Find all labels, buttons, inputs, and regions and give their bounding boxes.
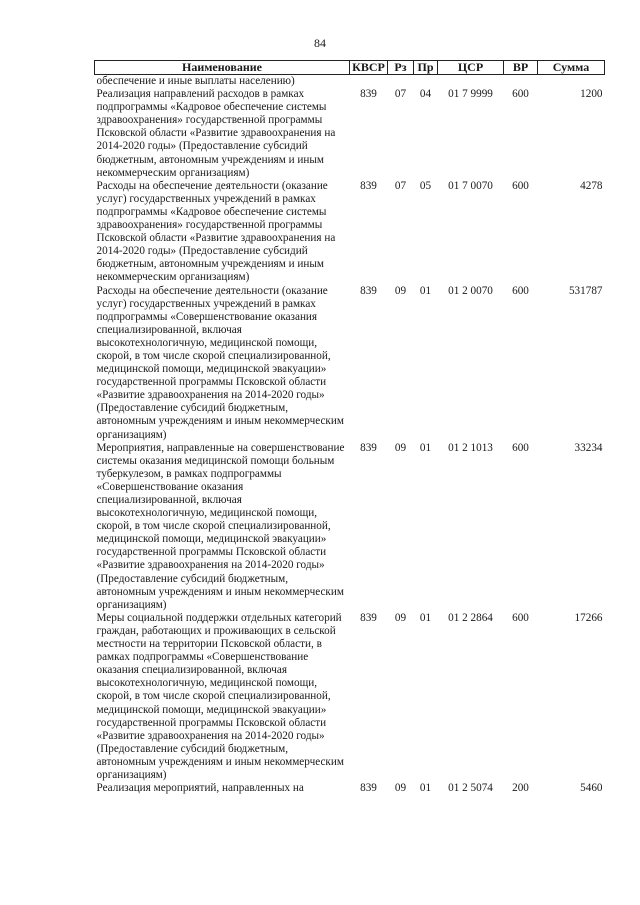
row-kvsr: 839 bbox=[360, 611, 377, 624]
table-row bbox=[95, 612, 605, 782]
row-vr: 600 bbox=[512, 88, 529, 101]
header-name: Наименование bbox=[95, 61, 350, 75]
row-csr: 01 7 9999 bbox=[448, 88, 493, 101]
table-row bbox=[95, 180, 605, 285]
row-name: Мероприятия, направленные на совершенствование системы оказания медицинской помощи больным туберкулезом, в рамках подпрограммы «Совершенствование оказания специализированной, включая высокотехнологичную, медицинской помощи, скорой, в том числе скорой специализированной, медицинской помощи, медицинской эвакуации» государственной программы Псковской области «Развитие здравоохранения на 2014-2020 годы» (Предоставление субсидий бюджетным, автономным учреждениям и иным некоммерческим организациям) bbox=[96, 441, 345, 611]
row-name: Реализация направлений расходов в рамках подпрограммы «Кадровое обеспечение системы здравоохранения» государственной программы Псковской области «Развитие здравоохранения на 2014-2020 годы» (Предоставление субсидий бюджетным, автономным учреждениям и иным некоммерческим организациям) bbox=[96, 88, 336, 179]
row-pr: 01 bbox=[419, 441, 432, 454]
row-pr bbox=[414, 75, 438, 89]
row-vr: 200 bbox=[512, 782, 529, 795]
row-kvsr: 839 bbox=[360, 179, 377, 192]
header-vr: ВР bbox=[504, 61, 538, 75]
row-name: Реализация мероприятий, направленных на bbox=[96, 782, 304, 795]
row-kvsr: 839 bbox=[360, 441, 377, 454]
row-kvsr: 839 bbox=[360, 782, 377, 795]
row-csr: 01 7 0070 bbox=[448, 179, 493, 192]
header-sum: Сумма bbox=[538, 61, 605, 75]
table-row bbox=[95, 88, 605, 180]
row-name: Расходы на обеспечение деятельности (оказание услуг) государственных учреждений в рамках подпрограммы «Совершенствование оказания специализированной, включая высокотехнологичную, медицинской помощи, скорой, в том числе скорой специализированной, медицинской помощи, медицинской эвакуации» государственной программы Псковской области «Развитие здравоохранения на 2014-2020 годы» (Предоставление субсидий бюджетным, автономным учреждениям и иным некоммерческим организациям) bbox=[96, 284, 344, 441]
row-vr: 600 bbox=[512, 179, 529, 192]
row-vr: 600 bbox=[512, 441, 529, 454]
header-kvsr: КВСР bbox=[350, 61, 388, 75]
row-rz: 09 bbox=[394, 284, 407, 297]
table-row bbox=[95, 442, 605, 612]
table-row bbox=[95, 75, 605, 89]
header-rz: Рз bbox=[388, 61, 414, 75]
row-name: Меры социальной поддержки отдельных категорий граждан, работающих и проживающих в сельской местности на территории Псковской области, в рамках подпрограммы «Совершенствование оказания специализированной, включая высокотехнологичную, медицинской помощи, скорой, в том числе скорой специализированной, медицинской помощи, медицинской эвакуации» государственной программы Псковской области «Развитие здравоохранения на 2014-2020 годы» (Предоставление субсидий бюджетным, автономным учреждениям и иным некоммерческим организациям) bbox=[96, 611, 344, 781]
page-number: 84 bbox=[314, 36, 326, 50]
table-row bbox=[95, 285, 605, 442]
row-sum: 5460 bbox=[580, 782, 603, 795]
row-pr: 01 bbox=[419, 611, 432, 624]
row-sum: 17266 bbox=[574, 611, 603, 624]
budget-table bbox=[94, 60, 605, 795]
row-csr: 01 2 1013 bbox=[448, 441, 493, 454]
row-csr bbox=[438, 75, 504, 89]
row-pr: 04 bbox=[419, 88, 432, 101]
row-kvsr: 839 bbox=[360, 88, 377, 101]
row-pr: 01 bbox=[419, 284, 432, 297]
row-sum: 1200 bbox=[580, 88, 603, 101]
row-kvsr bbox=[350, 75, 388, 89]
row-vr: 600 bbox=[512, 611, 529, 624]
row-sum: 4278 bbox=[580, 179, 603, 192]
row-name: обеспечение и иные выплаты населению) bbox=[96, 75, 295, 87]
table-header-row bbox=[95, 61, 605, 75]
table-row bbox=[95, 782, 605, 795]
row-rz: 07 bbox=[394, 88, 407, 101]
budget-table-wrapper bbox=[94, 60, 604, 795]
row-pr: 01 bbox=[419, 782, 432, 795]
row-rz: 09 bbox=[394, 441, 407, 454]
row-name: Расходы на обеспечение деятельности (оказание услуг) государственных учреждений в рамках подпрограммы «Кадровое обеспечение системы здравоохранения» государственной программы Псковской области «Развитие здравоохранения на 2014-2020 годы» (Предоставление субсидий бюджетным, автономным учреждениям и иным некоммерческим организациям) bbox=[96, 179, 336, 284]
row-rz: 09 bbox=[394, 611, 407, 624]
row-csr: 01 2 5074 bbox=[448, 782, 493, 795]
row-rz bbox=[388, 75, 414, 89]
row-rz: 09 bbox=[394, 782, 407, 795]
row-csr: 01 2 0070 bbox=[448, 284, 493, 297]
row-sum: 531787 bbox=[568, 284, 603, 297]
row-rz: 07 bbox=[394, 179, 407, 192]
header-pr: Пр bbox=[414, 61, 438, 75]
row-pr: 05 bbox=[419, 179, 432, 192]
row-csr: 01 2 2864 bbox=[448, 611, 493, 624]
row-kvsr: 839 bbox=[360, 284, 377, 297]
row-vr bbox=[504, 75, 538, 89]
header-csr: ЦСР bbox=[438, 61, 504, 75]
row-sum bbox=[538, 75, 605, 89]
row-vr: 600 bbox=[512, 284, 529, 297]
row-sum: 33234 bbox=[574, 441, 603, 454]
